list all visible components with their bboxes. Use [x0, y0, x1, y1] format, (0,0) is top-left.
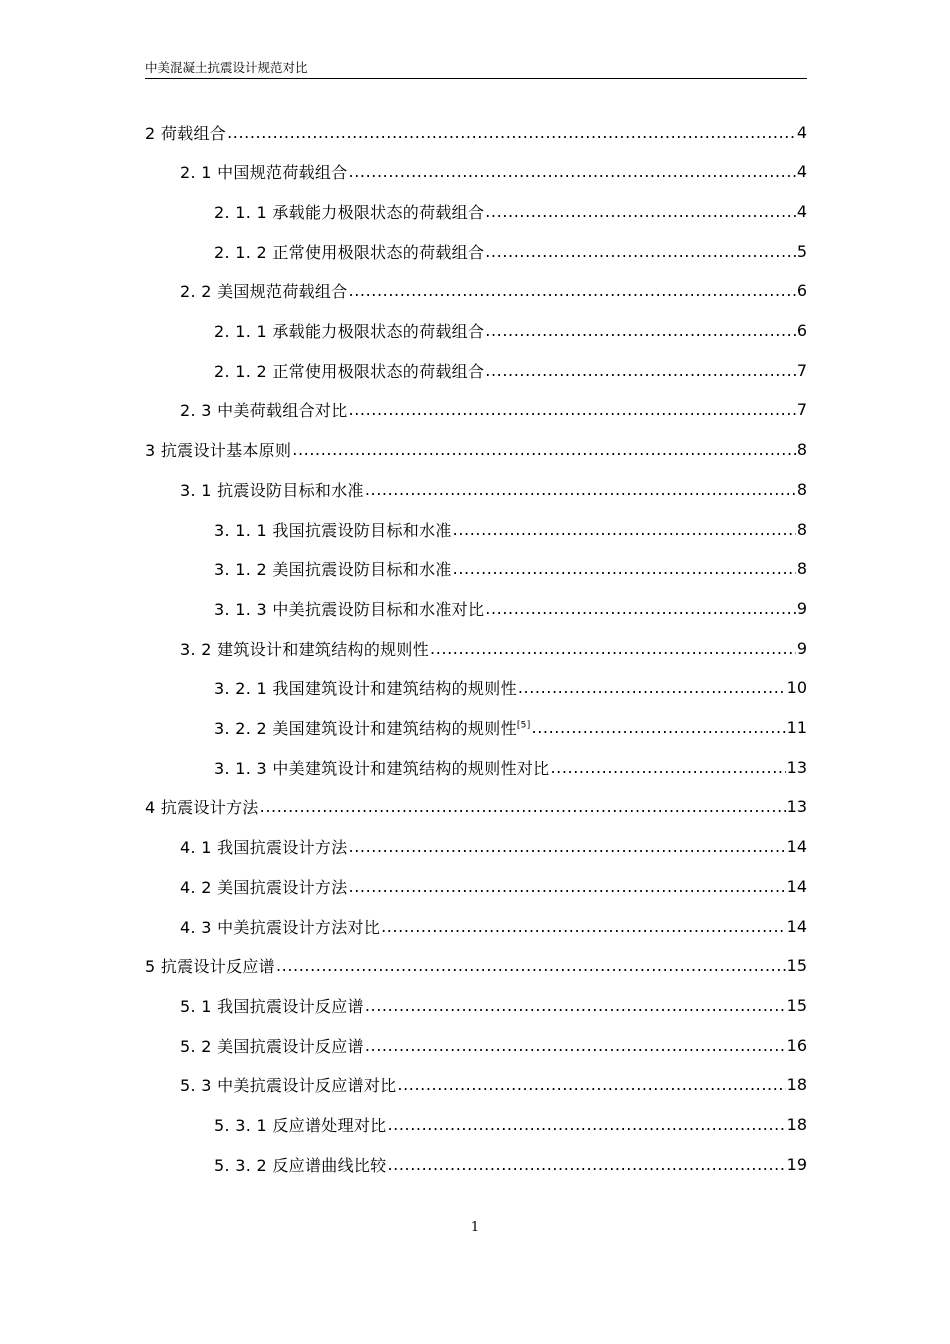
dot-leader [365, 1036, 786, 1055]
toc-entry-title [214, 1113, 386, 1136]
toc-entry-title-text: 3. 1 抗震设防目标和水准 [180, 480, 364, 500]
toc-entry[interactable] [145, 946, 807, 986]
toc-entry[interactable] [214, 708, 807, 748]
toc-page-number: 13 [786, 797, 807, 817]
toc-entry-title-text: 2. 2 美国规范荷载组合 [180, 282, 348, 302]
toc-entry[interactable] [180, 152, 807, 192]
dot-leader [292, 440, 796, 459]
toc-entry[interactable] [180, 1025, 807, 1065]
toc-entry[interactable] [214, 1105, 807, 1145]
toc-entry-title-text: 3. 2 建筑设计和建筑结构的规则性 [180, 639, 430, 659]
toc-entry-title [180, 915, 380, 938]
dot-leader [453, 520, 796, 539]
toc-page-number: 8 [796, 440, 807, 460]
dot-leader [485, 361, 796, 380]
toc-entry[interactable] [180, 628, 807, 668]
toc-entry-title [214, 518, 452, 541]
toc-entry-title [145, 954, 275, 977]
toc-entry-title [145, 121, 226, 144]
toc-page-number: 14 [786, 837, 807, 857]
toc-entry-title-text: 2. 1. 2 正常使用极限状态的荷载组合 [214, 361, 485, 381]
toc-entry[interactable] [214, 311, 807, 351]
toc-page-number: 6 [796, 321, 807, 340]
toc-entry-title [180, 994, 364, 1017]
toc-page-number: 8 [796, 559, 807, 579]
dot-leader [532, 718, 786, 737]
toc-page-number: 15 [786, 995, 807, 1015]
toc-entry[interactable] [180, 390, 807, 430]
toc-page-number: 7 [796, 360, 807, 380]
document-title: 中美混凝土抗震设计规范对比 [145, 60, 308, 75]
toc-entry-title [214, 756, 549, 779]
toc-entry-title-text: 3. 1. 3 中美建筑设计和建筑结构的规则性对比 [214, 758, 550, 778]
dot-leader [387, 1115, 785, 1134]
toc-entry-title-text: 5. 2 美国抗震设计反应谱 [180, 1036, 364, 1056]
toc-entry-title [180, 875, 348, 898]
dot-leader [349, 837, 786, 856]
toc-page-number: 4 [796, 201, 807, 221]
toc-entry[interactable] [180, 827, 807, 867]
toc-page-number: 8 [796, 479, 807, 499]
toc-entry[interactable] [214, 1144, 807, 1184]
toc-entry-title-text: 2. 1. 1 承载能力极限状态的荷载组合 [214, 322, 485, 341]
toc-page-number: 10 [786, 678, 807, 698]
toc-page-number: 5 [796, 241, 807, 261]
toc-entry-title [180, 637, 429, 660]
toc-entry[interactable] [180, 985, 807, 1025]
toc-entry-title [180, 478, 364, 501]
dot-leader [397, 1075, 785, 1094]
toc-entry-title [180, 1073, 396, 1096]
dot-leader [485, 202, 796, 221]
running-header [145, 57, 807, 79]
citation-superscript: [5] [516, 720, 531, 731]
toc-page-number: 6 [796, 281, 807, 301]
page-number: 1 [470, 1220, 480, 1235]
toc-entry-title [214, 359, 484, 382]
dot-leader [349, 281, 796, 300]
toc-entry[interactable] [214, 191, 807, 231]
toc-entry-title [214, 676, 517, 699]
dot-leader [349, 162, 796, 181]
dot-leader [485, 242, 796, 261]
toc-entry-title [214, 1153, 386, 1176]
toc-entry-title-text: 2. 1. 1 承载能力极限状态的荷载组合 [214, 202, 485, 222]
toc-page-number: 19 [786, 1154, 807, 1174]
toc-page-number: 15 [786, 956, 807, 976]
toc-entry[interactable] [214, 509, 807, 549]
dot-leader [365, 480, 796, 499]
dot-leader [550, 758, 785, 777]
toc-page-number: 18 [786, 1115, 807, 1134]
toc-entry-title [145, 438, 291, 461]
toc-entry-title [180, 398, 348, 421]
toc-entry-title-text: 3. 2. 1 我国建筑设计和建筑结构的规则性 [214, 679, 517, 699]
dot-leader [276, 956, 786, 975]
toc-entry-title-text: 3. 1. 1 我国抗震设防目标和水准 [214, 520, 452, 540]
toc-entry[interactable] [214, 549, 807, 589]
toc-entry-title-text: 2. 3 中美荷载组合对比 [180, 401, 348, 421]
toc-entry-title-text: 4 抗震设计方法 [145, 798, 259, 818]
dot-leader [430, 639, 796, 658]
toc-entry-title [180, 279, 348, 302]
dot-leader [387, 1155, 785, 1174]
toc-entry[interactable] [180, 469, 807, 509]
toc-entry-title [214, 200, 484, 223]
dot-leader [381, 917, 786, 936]
toc-entry-title [214, 319, 484, 342]
toc-entry-title-text: 5. 3. 2 反应谱曲线比较 [214, 1155, 387, 1175]
toc-entry-title-text: 3. 1. 2 美国抗震设防目标和水准 [214, 560, 452, 580]
dot-leader [453, 559, 796, 578]
toc-entry-title-text: 3. 1. 3 中美抗震设防目标和水准对比 [214, 599, 485, 619]
dot-leader [518, 678, 786, 697]
toc-entry-title [214, 557, 452, 580]
dot-leader [227, 123, 796, 142]
toc-entry-title [180, 835, 348, 858]
toc-entry-title-text: 5. 3. 1 反应谱处理对比 [214, 1116, 387, 1135]
toc-entry-title [214, 240, 484, 263]
toc-page-number: 14 [786, 916, 807, 936]
dot-leader [260, 797, 786, 816]
toc-entry-title-text: 4. 1 我国抗震设计方法 [180, 838, 348, 858]
toc-entry[interactable] [214, 668, 807, 708]
toc-page-number: 11 [786, 718, 807, 737]
toc-page-number: 18 [786, 1075, 807, 1095]
toc-entry-title [180, 1034, 364, 1057]
toc-entry[interactable] [214, 231, 807, 271]
toc-page-number: 9 [796, 598, 807, 618]
toc-entry[interactable] [180, 271, 807, 311]
toc-entry-title-text: 3 抗震设计基本原则 [145, 441, 292, 461]
toc-entry-title-text: 5 抗震设计反应谱 [145, 957, 275, 977]
toc-entry-title-text: 2. 1. 2 正常使用极限状态的荷载组合 [214, 242, 485, 262]
toc-entry-title [145, 795, 259, 818]
toc-entry[interactable] [180, 1065, 807, 1105]
toc-entry[interactable] [214, 588, 807, 628]
toc-entry-title [180, 160, 348, 183]
toc-page-number: 4 [796, 122, 807, 142]
toc-entry-title-text: 4. 2 美国抗震设计方法 [180, 877, 348, 897]
toc-page-number: 16 [786, 1035, 807, 1055]
toc-entry-title-text: 2 荷载组合 [145, 123, 227, 143]
dot-leader [365, 996, 786, 1015]
toc-entry-title-text: 5. 3 中美抗震设计反应谱对比 [180, 1076, 397, 1096]
toc-entry[interactable] [180, 906, 807, 946]
dot-leader [485, 321, 796, 340]
toc-page-number: 8 [796, 519, 807, 539]
toc-entry[interactable] [145, 112, 807, 152]
toc-entry-title-text: 3. 2. 2 美国建筑设计和建筑结构的规则性 [214, 719, 517, 738]
dot-leader [485, 599, 796, 618]
toc-page-number: 4 [796, 162, 807, 182]
toc-entry[interactable] [145, 787, 807, 827]
toc-entry[interactable] [145, 430, 807, 470]
dot-leader [349, 400, 796, 419]
toc-entry[interactable] [214, 747, 807, 787]
toc-entry[interactable] [214, 350, 807, 390]
toc-entry-title [214, 716, 531, 739]
toc-page-number: 7 [796, 400, 807, 420]
toc-page-number: 14 [786, 876, 807, 896]
toc-page-number: 13 [786, 757, 807, 777]
toc-entry[interactable] [180, 866, 807, 906]
toc-entry-title-text: 5. 1 我国抗震设计反应谱 [180, 996, 364, 1016]
dot-leader [349, 877, 786, 896]
toc-page-number: 9 [796, 638, 807, 658]
toc-entry-title-text: 2. 1 中国规范荷载组合 [180, 163, 348, 183]
toc-entry-title-text: 4. 3 中美抗震设计方法对比 [180, 917, 381, 937]
toc-entry-title [214, 597, 484, 620]
